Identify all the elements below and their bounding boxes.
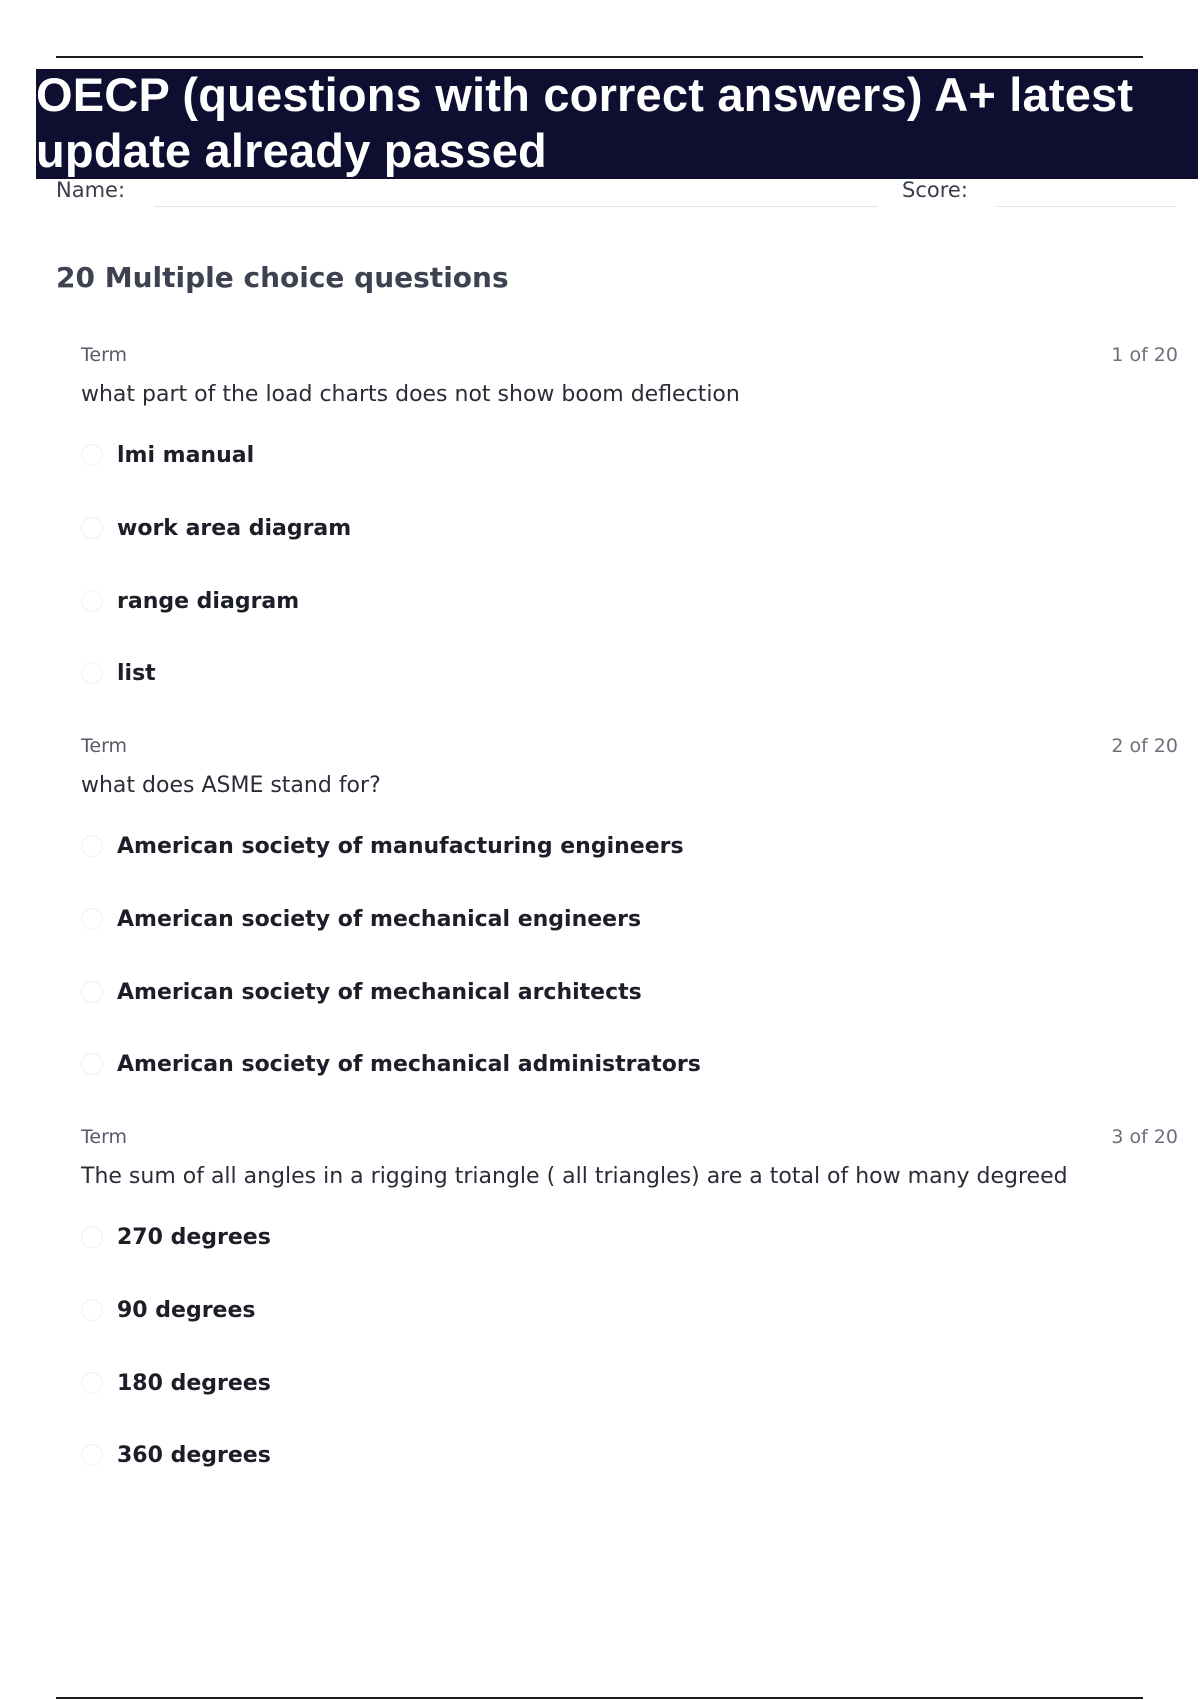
answer-option-label: 270 degrees <box>117 1224 271 1250</box>
radio-button[interactable] <box>81 835 103 857</box>
radio-button[interactable] <box>81 444 103 466</box>
answer-option-label: American society of manufacturing engineers <box>117 833 684 859</box>
radio-button[interactable] <box>81 1299 103 1321</box>
radio-button[interactable] <box>81 517 103 539</box>
answer-option-label: American society of mechanical architects <box>117 979 642 1005</box>
score-label: Score: <box>902 178 968 202</box>
answer-option-label: 90 degrees <box>117 1297 256 1323</box>
answer-option[interactable] <box>81 899 641 939</box>
radio-button[interactable] <box>81 662 103 684</box>
answer-option-label: list <box>117 660 156 686</box>
answer-option[interactable] <box>81 1363 271 1403</box>
name-label: Name: <box>56 178 126 202</box>
question-text: what part of the load charts does not show boom deflection <box>81 382 740 407</box>
answer-option[interactable] <box>81 435 254 475</box>
question-text: what does ASME stand for? <box>81 773 381 798</box>
answer-option[interactable] <box>81 972 642 1012</box>
answer-option[interactable] <box>81 1290 255 1330</box>
name-field[interactable] <box>154 206 878 207</box>
answer-option-label: 360 degrees <box>117 1442 271 1468</box>
score-field[interactable] <box>996 206 1176 207</box>
question-text: The sum of all angles in a rigging triangle ( all triangles) are a total of how many degreed <box>81 1164 1068 1189</box>
answer-option[interactable] <box>81 581 299 621</box>
question-counter: 1 of 20 <box>1111 344 1178 366</box>
answer-option-label: work area diagram <box>117 515 352 541</box>
answer-option-label: American society of mechanical administrators <box>117 1051 701 1077</box>
radio-button[interactable] <box>81 1372 103 1394</box>
question-3 <box>81 1126 1178 1466</box>
answer-option-label: American society of mechanical engineers <box>117 906 642 932</box>
name-score-row <box>56 174 1176 210</box>
radio-button[interactable] <box>81 590 103 612</box>
section-heading: 20 Multiple choice questions <box>56 261 509 294</box>
answer-option-label: 180 degrees <box>117 1370 271 1396</box>
answer-option[interactable] <box>81 1217 271 1257</box>
question-term-label: Term <box>81 735 128 757</box>
answer-option[interactable] <box>81 653 156 693</box>
question-1 <box>81 344 1178 684</box>
radio-button[interactable] <box>81 908 103 930</box>
radio-button[interactable] <box>81 1226 103 1248</box>
radio-button[interactable] <box>81 1444 103 1466</box>
answer-option[interactable] <box>81 1435 271 1475</box>
radio-button[interactable] <box>81 981 103 1003</box>
bottom-divider <box>56 1697 1143 1699</box>
question-2 <box>81 735 1178 1075</box>
answer-option-label: lmi manual <box>117 442 255 468</box>
answer-option[interactable] <box>81 826 684 866</box>
question-term-label: Term <box>81 344 128 366</box>
question-counter: 3 of 20 <box>1111 1126 1178 1148</box>
answer-option[interactable] <box>81 1044 701 1084</box>
answer-option[interactable] <box>81 508 351 548</box>
top-divider <box>56 56 1143 58</box>
document-title: OECP (questions with correct answers) A+ latest update already passed <box>36 68 1134 177</box>
question-counter: 2 of 20 <box>1111 735 1178 757</box>
question-term-label: Term <box>81 1126 128 1148</box>
radio-button[interactable] <box>81 1053 103 1075</box>
answer-option-label: range diagram <box>117 588 300 614</box>
